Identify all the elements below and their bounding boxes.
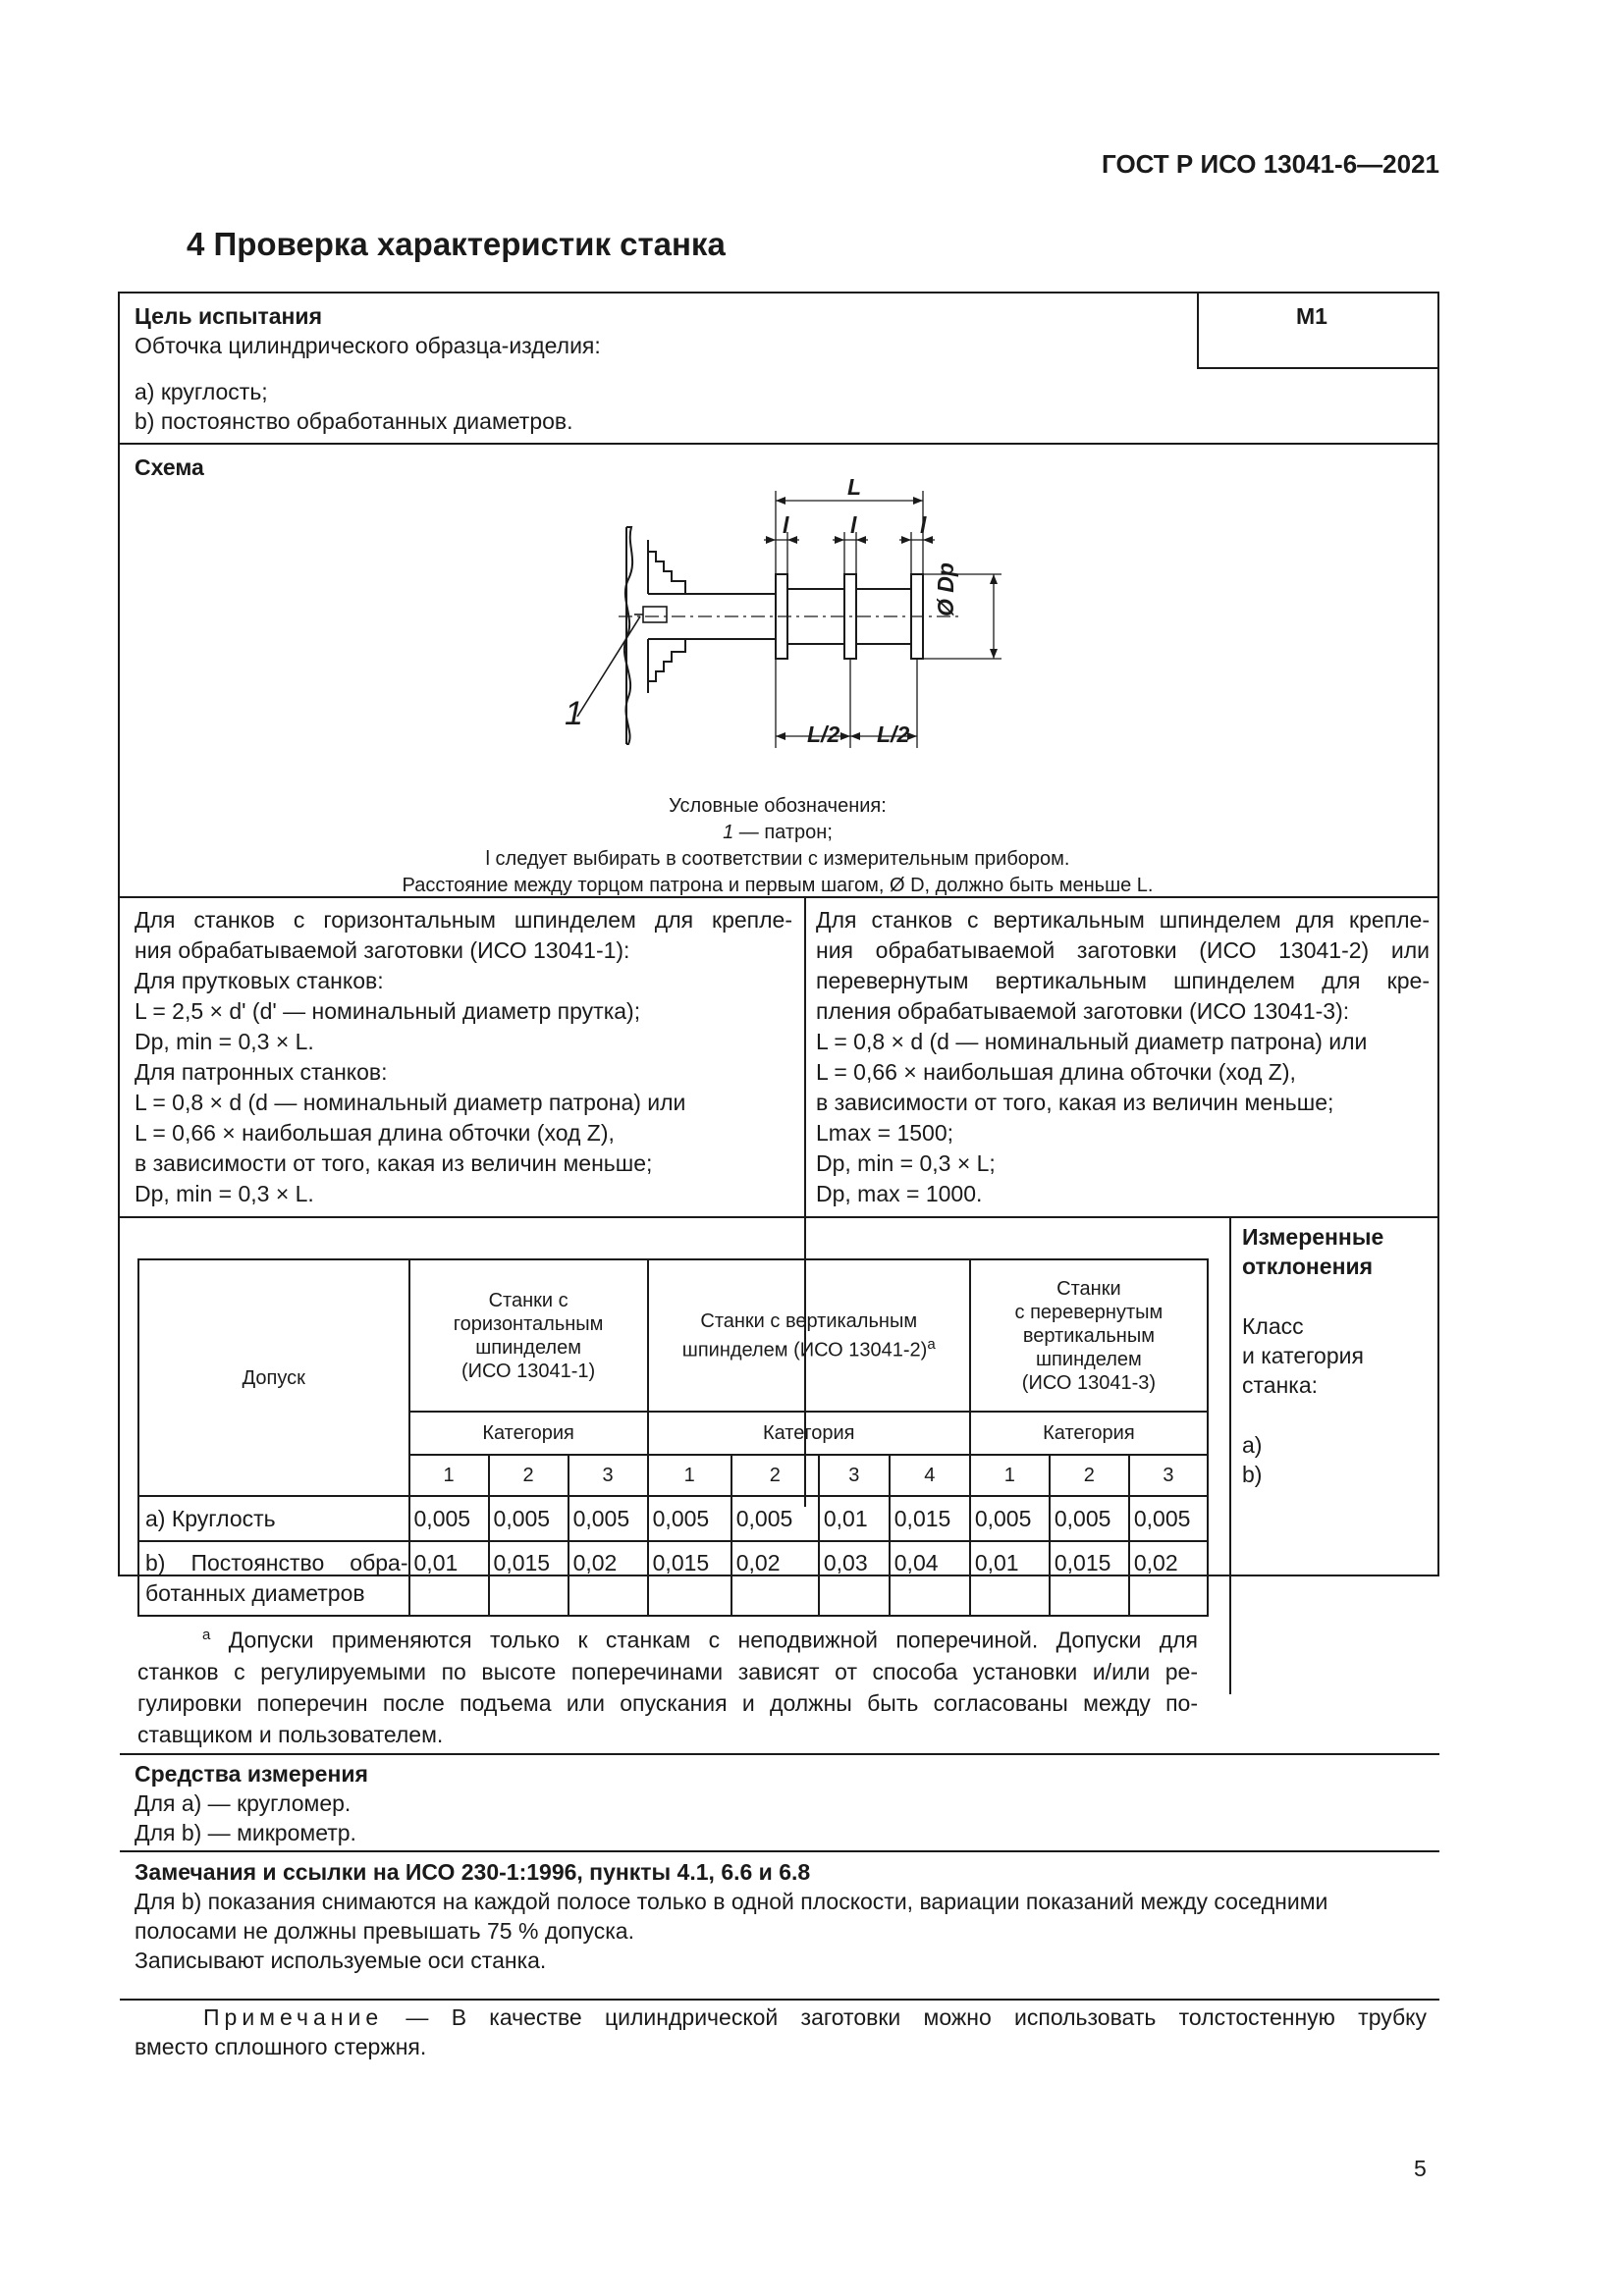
category-num: 1	[409, 1455, 489, 1496]
row-label: a) Круглость	[138, 1496, 409, 1541]
category-num: 3	[568, 1455, 648, 1496]
category-num: 1	[648, 1455, 731, 1496]
category-num: 3	[819, 1455, 890, 1496]
left-line-10: Dp, min = 0,3 × L.	[135, 1181, 314, 1206]
right-line-5: L = 0,8 × d (d — номинальный диаметр патрона) или	[816, 1029, 1368, 1054]
measured-class-1: Класс	[1242, 1313, 1304, 1339]
measured-b: b)	[1242, 1462, 1263, 1487]
left-line-8: L = 0,66 × наибольшая длина обточки (ход Z),	[135, 1120, 615, 1146]
dim-l-1: l	[783, 512, 789, 538]
table-cell: 0,02	[731, 1541, 819, 1616]
callout-1: 1	[565, 695, 583, 732]
left-line-7: L = 0,8 × d (d — номинальный диаметр патрона) или	[135, 1090, 686, 1115]
category-num: 2	[731, 1455, 819, 1496]
left-line-4: L = 2,5 × d' (d' — номинальный диаметр прутка);	[135, 998, 641, 1024]
instruments-label: Средства измерения	[135, 1761, 368, 1787]
table-cell: 0,015	[1050, 1541, 1129, 1616]
remarks-line-3: Записывают используемые оси станка.	[135, 1948, 547, 1973]
category-header: Категория	[648, 1412, 970, 1455]
table-cell: 0,005	[409, 1496, 489, 1541]
rule-instruments	[120, 1850, 1439, 1852]
group-vertical: Станки с вертикальным шпинделем (ИСО 13041-2)$^a$	[648, 1259, 970, 1412]
table-cell: 0,005	[489, 1496, 568, 1541]
legend-item-2: l следует выбирать в соответствии с измерительным прибором.	[485, 848, 1070, 870]
right-line-3: перевернутым вертикальным шпинделем для кре-	[816, 968, 1430, 993]
right-line-7: в зависимости от того, какая из величин меньше;	[816, 1090, 1334, 1115]
row-label: b) Постоянство обра- ботанных диаметров	[138, 1541, 409, 1616]
legend-item-3: Расстояние между торцом патрона и первым шагом, Ø D, должно быть меньше L.	[402, 875, 1154, 896]
table-cell: 0,005	[731, 1496, 819, 1541]
table-cell: 0,01	[970, 1541, 1050, 1616]
dim-Dp: Ø Dp	[933, 562, 958, 616]
remarks-line-1: Для b) показания снимаются на каждой полосе только в одной плоскости, вариации показаний между соседними	[135, 1889, 1328, 1914]
horizontal-spindle-text	[135, 905, 792, 1209]
table-cell: 0,015	[890, 1496, 970, 1541]
right-line-6: L = 0,66 × наибольшая длина обточки (ход Z),	[816, 1059, 1296, 1085]
dim-L2-2: L/2	[877, 721, 910, 747]
table-cell: 0,005	[1050, 1496, 1129, 1541]
legend-title: Условные обозначения:	[669, 795, 887, 817]
left-line-1: Для станков с горизонтальным шпинделем для крепле-	[135, 907, 792, 933]
rule-objective	[120, 443, 1439, 445]
dim-L2-1: L/2	[807, 721, 840, 747]
objective-label: Цель испытания	[135, 303, 322, 329]
right-line-4: пления обрабатываемой заготовки (ИСО 13041-3):	[816, 998, 1350, 1024]
measured-class-2: и категория	[1242, 1343, 1364, 1368]
table-cell: 0,015	[489, 1541, 568, 1616]
instruments-b: Для b) — микрометр.	[135, 1820, 356, 1845]
table-cell: 0,03	[819, 1541, 890, 1616]
left-line-5: Dp, min = 0,3 × L.	[135, 1029, 314, 1054]
category-header: Категория	[409, 1412, 648, 1455]
table-row-diameter-consistency	[138, 1541, 1208, 1616]
right-line-10: Dp, max = 1000.	[816, 1181, 983, 1206]
page-number: 5	[1414, 2156, 1427, 2181]
vertical-spindle-text	[816, 905, 1430, 1209]
measured-class-3: станка:	[1242, 1372, 1319, 1398]
remarks-line-2: полосами не должны превышать 75 % допуска.	[135, 1918, 634, 1944]
document-id: ГОСТ Р ИСО 13041-6—2021	[1102, 149, 1439, 179]
rule-measured	[1229, 1216, 1231, 1694]
rule-tolerance	[120, 1753, 1439, 1755]
right-line-2: ния обрабатываемой заготовки (ИСО 13041-2) или	[816, 937, 1430, 963]
rule-remarks	[120, 1999, 1439, 2001]
dim-l-2: l	[850, 512, 857, 538]
table-cell: 0,01	[409, 1541, 489, 1616]
remarks-label: Замечания и ссылки на ИСО 230-1:1996, пункты 4.1, 6.6 и 6.8	[135, 1859, 811, 1885]
category-num: 4	[890, 1455, 970, 1496]
category-num: 2	[1050, 1455, 1129, 1496]
rule-formulas	[120, 1216, 1439, 1218]
instruments-a: Для a) — кругломер.	[135, 1790, 352, 1816]
group-horizontal: Станки с горизонтальным шпинделем (ИСО 13041-1)	[409, 1259, 648, 1412]
measured-title-2: отклонения	[1242, 1254, 1374, 1279]
left-line-9: в зависимости от того, какая из величин меньше;	[135, 1150, 653, 1176]
code-box-bottom	[1197, 367, 1439, 369]
category-header: Категория	[970, 1412, 1208, 1455]
dim-l-3: l	[920, 512, 927, 538]
section-title: 4 Проверка характеристик станка	[187, 226, 726, 262]
table-cell: 0,005	[1129, 1496, 1208, 1541]
table-footnote: $^a$ Допуски применяются только к станкам с неподвижной поперечиной. Допуски для станков с регулируемыми по высоте поперечинами зависят от способа установки и/или ре- гулировки поперечин после подъема или опускания и должны быть согласованы между по- ставщиком и пользователем.	[137, 1627, 1198, 1747]
objective-item-b: b) постоянство обработанных диаметров.	[135, 408, 573, 434]
code-box-left	[1197, 294, 1199, 368]
table-cell: 0,005	[648, 1496, 731, 1541]
table-row-roundness	[138, 1496, 1208, 1541]
category-num: 2	[489, 1455, 568, 1496]
right-line-1: Для станков с вертикальным шпинделем для крепле-	[816, 907, 1430, 933]
legend-item-1: 1 — патрон;	[723, 822, 833, 843]
objective-text: Обточка цилиндрического образца-изделия:	[135, 333, 601, 358]
table-cell: 0,04	[890, 1541, 970, 1616]
left-line-6: Для патронных станков:	[135, 1059, 388, 1085]
table-cell: 0,005	[568, 1496, 648, 1541]
measured-title-1: Измеренные	[1242, 1224, 1384, 1250]
table-corner: Допуск	[138, 1259, 409, 1496]
note-line-2: вместо сплошного стержня.	[135, 2034, 427, 2059]
table-cell: 0,005	[970, 1496, 1050, 1541]
category-num: 1	[970, 1455, 1050, 1496]
left-line-2: ния обрабатываемой заготовки (ИСО 13041-1):	[135, 937, 630, 963]
tolerance-table	[137, 1258, 1209, 1617]
table-cell: 0,02	[1129, 1541, 1208, 1616]
note-line-1: Примечание — В качестве цилиндрической заготовки можно использовать толстостенную трубку	[203, 2004, 1427, 2030]
objective-item-a: a) круглость;	[135, 379, 268, 404]
left-line-3: Для прутковых станков:	[135, 968, 384, 993]
right-line-8: Lmax = 1500;	[816, 1120, 954, 1146]
group-inverted: Станки с перевернутым вертикальным шпинделем (ИСО 13041-3)	[970, 1259, 1208, 1412]
measured-a: a)	[1242, 1432, 1263, 1458]
table-cell: 0,015	[648, 1541, 731, 1616]
table-cell: 0,02	[568, 1541, 648, 1616]
category-num: 3	[1129, 1455, 1208, 1496]
diagram-label: Схема	[135, 454, 204, 480]
table-cell: 0,01	[819, 1496, 890, 1541]
dim-L: L	[847, 474, 862, 500]
right-line-9: Dp, min = 0,3 × L;	[816, 1150, 996, 1176]
